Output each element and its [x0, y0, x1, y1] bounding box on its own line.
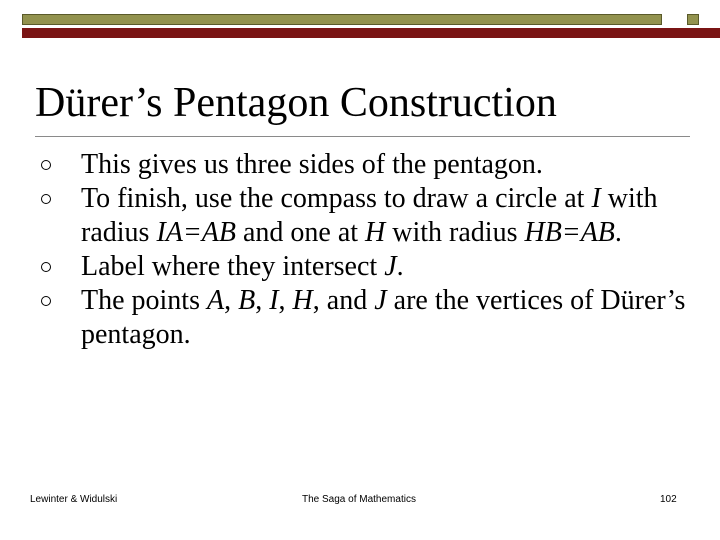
olive-bar	[22, 14, 662, 25]
olive-square	[687, 14, 699, 25]
title-divider	[35, 136, 690, 137]
bullet-text-run: I	[591, 183, 601, 214]
bullet-item	[35, 284, 695, 352]
bullet-text-run: with radius	[385, 217, 525, 248]
footer-authors: Lewinter & Widulski	[30, 494, 118, 505]
bullet-text-run: and one at	[235, 217, 366, 248]
footer-book-title: The Saga of Mathematics	[302, 494, 416, 505]
bullet-text-run: B	[238, 285, 256, 316]
bullet-text-run: To finish, use the compass to draw a circle at	[81, 183, 592, 214]
bullet-text-run: are the vertices of Dürer’s pentagon.	[81, 285, 686, 350]
page-number: 102	[660, 494, 677, 505]
bullet-text-run: .	[396, 251, 404, 282]
bullet-text-run: The points	[81, 285, 207, 316]
bullet-text-run: with radius	[81, 183, 658, 248]
hollow-circle-bullet-icon	[41, 194, 51, 204]
dark-red-bar	[22, 28, 720, 38]
bullet-text-run: H	[365, 217, 386, 248]
bullet-text-run: ,	[278, 285, 293, 316]
bullet-text-run: .	[614, 217, 622, 248]
bullet-text-run: IA=AB	[156, 217, 236, 248]
bullet-item	[35, 148, 695, 182]
bullet-text-run: H	[292, 285, 313, 316]
bullet-text-run: A	[207, 285, 225, 316]
bullet-list	[35, 148, 695, 352]
bullet-text-run: ,	[224, 285, 239, 316]
top-decorative-bars	[0, 0, 720, 40]
slide-title: Dürer’s Pentagon Construction	[35, 80, 557, 126]
hollow-circle-bullet-icon	[41, 296, 51, 306]
hollow-circle-bullet-icon	[41, 160, 51, 170]
bullet-item	[35, 250, 695, 284]
bullet-text-run: ,	[255, 285, 270, 316]
bullet-text-run: I	[269, 285, 279, 316]
bullet-text-run: J	[384, 251, 397, 282]
bullet-text-run: Label where they intersect	[81, 251, 385, 282]
bullet-text-run: J	[374, 285, 387, 316]
bullet-text-run: This gives us three sides of the pentagon.	[81, 149, 543, 180]
hollow-circle-bullet-icon	[41, 262, 51, 272]
bullet-text-run: , and	[312, 285, 375, 316]
bullet-item	[35, 182, 695, 250]
bullet-text-run: HB=AB	[524, 217, 615, 248]
